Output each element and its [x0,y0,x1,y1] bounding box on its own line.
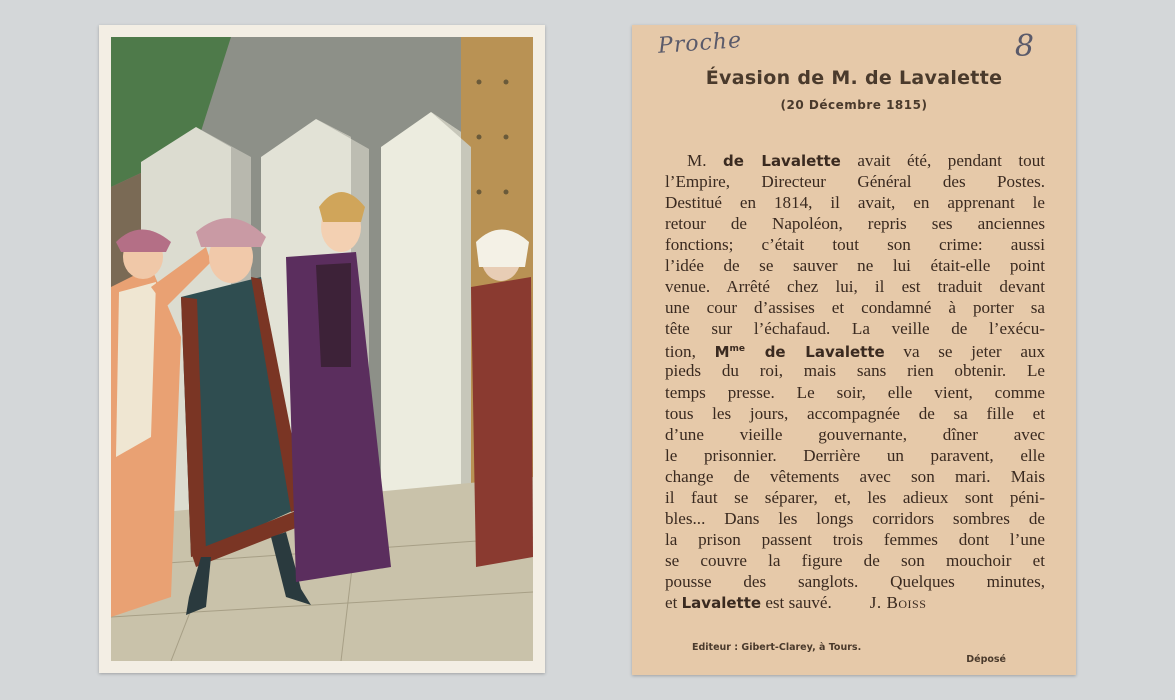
story-line: d’une vieille gouvernante, dîner avec [665,424,1045,444]
story-line: il faut se séparer, et, les adieux sont péni- [665,487,1045,507]
story-line: M. de Lavalette avait été, pendant tout [687,151,1045,170]
story-line: change de vêtements avec son mari. Mais [665,466,1045,486]
story-title: Évasion de M. de Lavalette [705,67,1003,89]
story-line: une cour d’assises et condamné à porter sa [665,298,1045,318]
deposit-mark: Déposé [966,654,1006,665]
story-line: la prison passent trois femmes dont l’une [665,529,1045,549]
story-line: tion, $M^{me}$ de Lavalette va se jeter aux [665,342,1046,362]
illustrated-card-front [99,25,545,673]
story-line: le prisonnier. Derrière un paravent, elle [665,445,1045,465]
story-body [665,150,1045,613]
story-line: se couvre la figure de son mouchoir et [665,550,1045,570]
story-line: l’Empire, Directeur Général des Postes. [665,172,1045,192]
story-line: tous les jours, accompagnée de sa fille et [665,403,1045,423]
story-line: bles... Dans les longs corridors sombres de [665,508,1045,528]
story-line: pieds du roi, mais sans rien obtenir. Le [665,361,1045,381]
story-line: et Lavalette est sauvé. J. Boiss [665,592,927,612]
story-line: Destitué en 1814, il avait, en apprenant le [665,193,1045,213]
story-line: pousse des sanglots. Quelques minutes, [665,571,1045,591]
story-author: J. Boiss [869,592,927,612]
pencil-annotation: Proche [657,28,743,59]
story-line: fonctions; c’était tout son crime: aussi [665,235,1045,255]
publisher-imprint: Editeur : Gibert-Clarey, à Tours. [692,642,862,653]
story-card-back [632,25,1076,675]
lavalette-escape-illustration [111,37,533,661]
pencil-card-number: 8 [1014,29,1034,64]
story-line: temps presse. Le soir, elle vient, comme [665,382,1045,402]
story-date: (20 Décembre 1815) [780,98,928,112]
story-line: retour de Napoléon, repris ses anciennes [665,214,1045,234]
story-line: l’idée de se sauver ne lui était-elle point [665,256,1045,276]
story-line: tête sur l’échafaud. La veille de l’exécu- [665,319,1045,339]
story-line: venue. Arrêté chez lui, il est traduit devant [665,277,1045,297]
